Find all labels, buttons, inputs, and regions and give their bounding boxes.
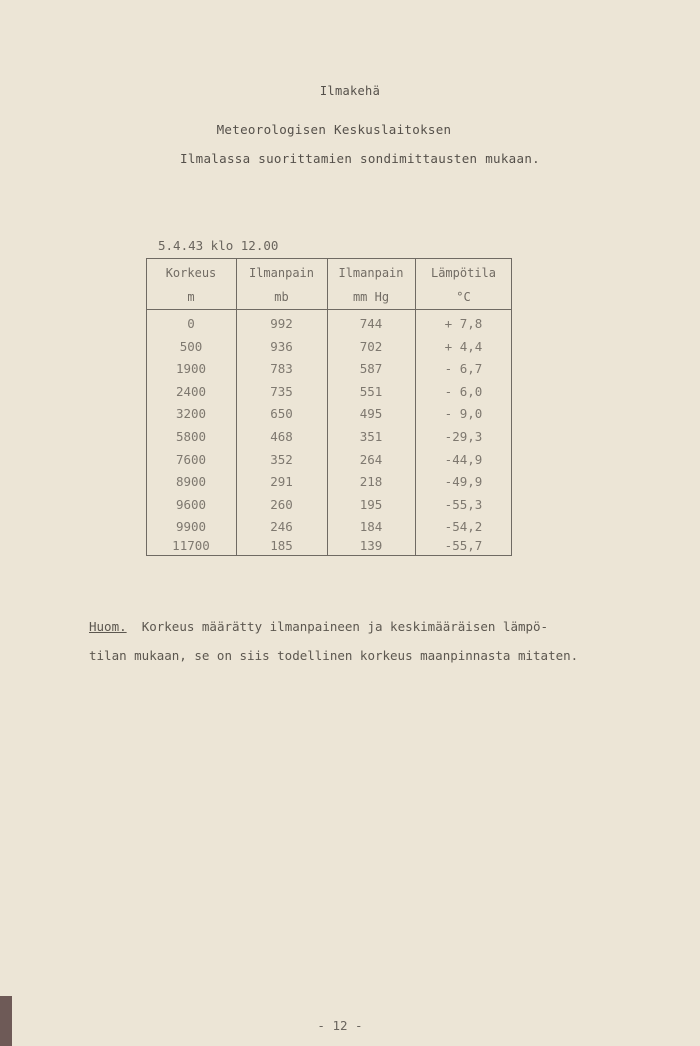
cell-pressure-mb: 650 xyxy=(270,406,293,422)
cell-pressure-mmhg: 351 xyxy=(359,429,383,444)
cell-pressure-mmhg: 184 xyxy=(359,519,383,535)
cell-altitude: 500 xyxy=(179,338,203,354)
cell-pressure-mb: 260 xyxy=(270,496,293,512)
note-line-2: tilan mukaan, se on siis todellinen korkeus maanpinnasta mitaten. xyxy=(89,648,579,663)
table-top-rule xyxy=(146,258,512,259)
cell-pressure-mmhg: 218 xyxy=(359,474,383,490)
cell-pressure-mb: 291 xyxy=(270,474,293,490)
cell-altitude: 9900 xyxy=(175,519,207,535)
subtitle-line-2: Ilmalassa suorittamien sondimittausten mukaan. xyxy=(180,151,540,166)
cell-temperature: + 7,8 xyxy=(444,316,483,331)
note-label: Huom. xyxy=(89,619,127,634)
table-row xyxy=(146,452,512,475)
cell-altitude: 2400 xyxy=(175,383,207,399)
unit-pressure-mmhg: mm Hg xyxy=(352,290,390,304)
cell-pressure-mmhg: 195 xyxy=(359,496,383,512)
sounding-table xyxy=(146,258,512,556)
page-number: - 12 - xyxy=(317,1018,363,1033)
cell-temperature: -44,9 xyxy=(444,451,483,467)
header-altitude: Korkeus xyxy=(165,266,217,280)
cell-pressure-mb: 185 xyxy=(270,538,293,553)
cell-altitude: 8900 xyxy=(175,474,207,490)
note-line-1 xyxy=(89,619,548,634)
cell-pressure-mb: 735 xyxy=(270,383,293,399)
cell-pressure-mmhg: 702 xyxy=(359,338,383,354)
cell-temperature: -49,9 xyxy=(444,474,483,490)
page-corner-mark xyxy=(0,996,12,1046)
cell-pressure-mb: 783 xyxy=(270,361,293,377)
table-row xyxy=(146,474,512,497)
cell-pressure-mb: 352 xyxy=(270,451,293,467)
cell-altitude: 0 xyxy=(187,316,195,331)
unit-pressure-mb: mb xyxy=(274,290,289,304)
cell-altitude: 1900 xyxy=(175,361,207,377)
cell-pressure-mmhg: 264 xyxy=(359,451,383,467)
unit-temperature: °C xyxy=(456,290,471,304)
header-pressure-mb: Ilmanpain xyxy=(248,266,315,280)
cell-pressure-mmhg: 495 xyxy=(359,406,383,422)
cell-pressure-mb: 936 xyxy=(270,338,293,354)
cell-altitude: 3200 xyxy=(175,406,207,422)
table-row xyxy=(146,538,512,561)
cell-pressure-mmhg: 139 xyxy=(359,538,383,553)
cell-pressure-mb: 246 xyxy=(270,519,293,535)
table-row xyxy=(146,497,512,520)
cell-temperature: - 6,0 xyxy=(444,383,483,399)
cell-temperature: -29,3 xyxy=(444,429,483,444)
table-header-row-2 xyxy=(146,290,512,312)
cell-pressure-mb: 468 xyxy=(270,429,293,444)
table-row xyxy=(146,339,512,362)
subtitle-line-1: Meteorologisen Keskuslaitoksen xyxy=(216,122,452,137)
cell-temperature: - 9,0 xyxy=(444,406,483,422)
table-row xyxy=(146,406,512,429)
cell-temperature: -55,7 xyxy=(444,538,483,553)
cell-pressure-mmhg: 551 xyxy=(359,383,383,399)
table-row xyxy=(146,361,512,384)
cell-pressure-mmhg: 587 xyxy=(359,361,383,377)
measurement-date: 5.4.43 klo 12.00 xyxy=(158,238,279,253)
cell-altitude: 5800 xyxy=(175,429,207,444)
cell-pressure-mmhg: 744 xyxy=(359,316,383,331)
cell-temperature: - 6,7 xyxy=(444,361,483,377)
cell-temperature: -54,2 xyxy=(444,519,483,535)
cell-temperature: + 4,4 xyxy=(444,338,483,354)
table-row xyxy=(146,316,512,339)
table-row xyxy=(146,384,512,407)
cell-temperature: -55,3 xyxy=(444,496,483,512)
header-pressure-mmhg: Ilmanpain xyxy=(338,266,404,280)
page-title: Ilmakehä xyxy=(319,84,381,98)
cell-pressure-mb: 992 xyxy=(270,316,293,331)
table-row xyxy=(146,429,512,452)
table-header-row-1 xyxy=(146,266,512,288)
note-text-1: Korkeus määrätty ilmanpaineen ja keskimääräisen lämpö- xyxy=(141,619,549,634)
cell-altitude: 9600 xyxy=(175,496,207,512)
cell-altitude: 11700 xyxy=(172,538,210,553)
cell-altitude: 7600 xyxy=(175,451,207,467)
header-temperature: Lämpötila xyxy=(430,266,497,280)
unit-altitude: m xyxy=(187,290,195,304)
